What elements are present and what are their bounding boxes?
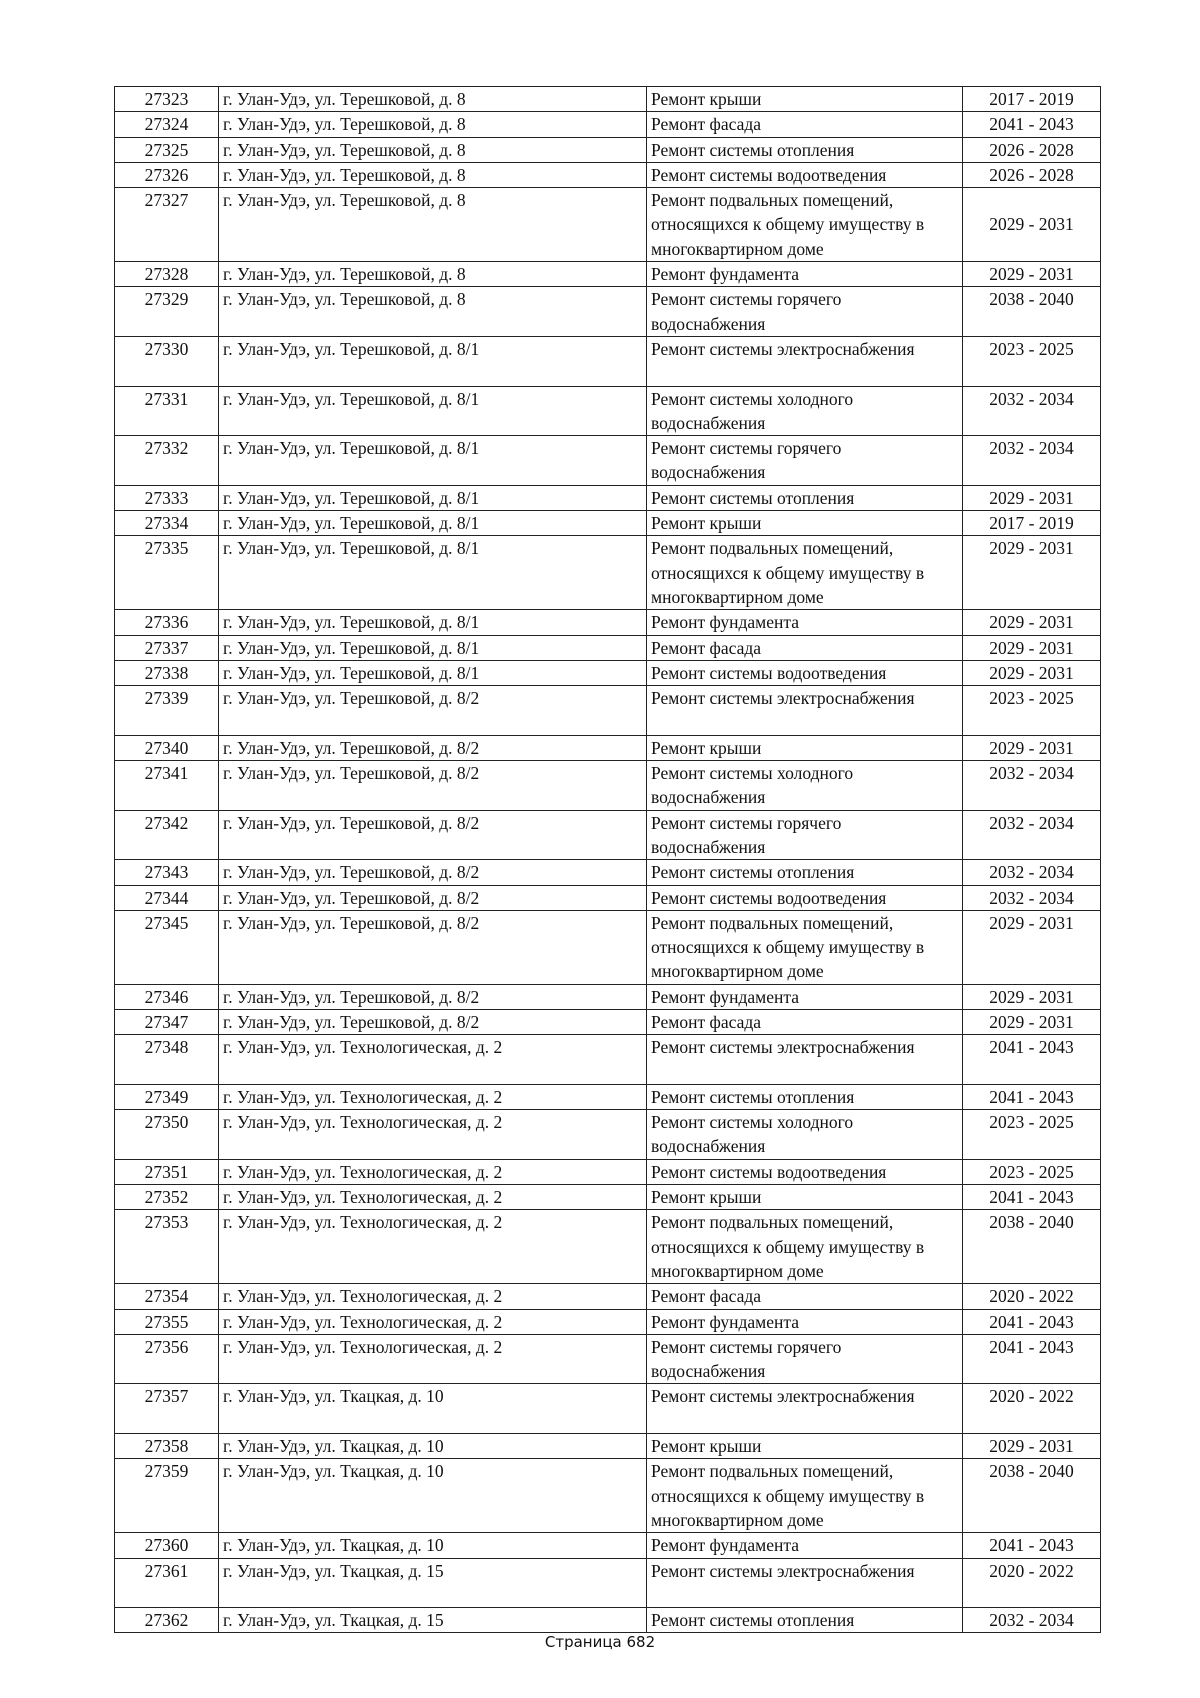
row-work-type: Ремонт системы отопления	[647, 137, 963, 162]
row-work-type: Ремонт фасада	[647, 1284, 963, 1309]
table-row	[115, 336, 1101, 386]
row-address: г. Улан-Удэ, ул. Терешковой, д. 8	[219, 188, 647, 262]
row-number: 27345	[115, 910, 219, 984]
row-address: г. Улан-Удэ, ул. Терешковой, д. 8/2	[219, 885, 647, 910]
table-row	[115, 436, 1101, 486]
row-number: 27343	[115, 860, 219, 885]
table-row	[115, 188, 1101, 262]
repair-schedule-table	[114, 86, 1101, 1633]
row-work-type: Ремонт фасада	[647, 1009, 963, 1034]
row-work-type: Ремонт системы горячего водоснабжения	[647, 1334, 963, 1384]
table-row	[115, 735, 1101, 760]
row-address: г. Улан-Удэ, ул. Терешковой, д. 8/1	[219, 386, 647, 436]
row-work-type: Ремонт системы холодного водоснабжения	[647, 761, 963, 811]
row-period: 2023 - 2025	[963, 1159, 1101, 1184]
row-period: 2029 - 2031	[963, 660, 1101, 685]
table-row	[115, 885, 1101, 910]
row-period: 2020 - 2022	[963, 1284, 1101, 1309]
row-work-type: Ремонт системы электроснабжения	[647, 1384, 963, 1434]
row-period: 2041 - 2043	[963, 112, 1101, 137]
row-address: г. Улан-Удэ, ул. Терешковой, д. 8/2	[219, 984, 647, 1009]
row-work-type: Ремонт подвальных помещений, относящихся к общему имуществу в многоквартирном доме	[647, 536, 963, 610]
row-number: 27362	[115, 1608, 219, 1633]
row-period: 2029 - 2031	[963, 910, 1101, 984]
row-work-type: Ремонт подвальных помещений, относящихся к общему имуществу в многоквартирном доме	[647, 1459, 963, 1533]
row-number: 27328	[115, 262, 219, 287]
table-row	[115, 984, 1101, 1009]
row-number: 27341	[115, 761, 219, 811]
row-period: 2029 - 2031	[963, 1434, 1101, 1459]
row-work-type: Ремонт системы отопления	[647, 485, 963, 510]
row-number: 27340	[115, 735, 219, 760]
row-number: 27335	[115, 536, 219, 610]
row-address: г. Улан-Удэ, ул. Ткацкая, д. 15	[219, 1608, 647, 1633]
row-period: 2023 - 2025	[963, 1110, 1101, 1160]
row-address: г. Улан-Удэ, ул. Терешковой, д. 8	[219, 262, 647, 287]
row-number: 27325	[115, 137, 219, 162]
row-work-type: Ремонт системы отопления	[647, 1608, 963, 1633]
row-address: г. Улан-Удэ, ул. Терешковой, д. 8	[219, 87, 647, 112]
row-period: 2017 - 2019	[963, 511, 1101, 536]
table-row	[115, 610, 1101, 635]
table-row	[115, 386, 1101, 436]
row-address: г. Улан-Удэ, ул. Терешковой, д. 8	[219, 287, 647, 337]
row-number: 27324	[115, 112, 219, 137]
row-period: 2041 - 2043	[963, 1185, 1101, 1210]
row-period: 2041 - 2043	[963, 1533, 1101, 1558]
table-row	[115, 1459, 1101, 1533]
table-row	[115, 112, 1101, 137]
row-period: 2032 - 2034	[963, 885, 1101, 910]
table-row	[115, 1185, 1101, 1210]
row-address: г. Улан-Удэ, ул. Терешковой, д. 8	[219, 112, 647, 137]
row-period: 2032 - 2034	[963, 1608, 1101, 1633]
row-work-type: Ремонт фасада	[647, 112, 963, 137]
table-row	[115, 1309, 1101, 1334]
row-number: 27352	[115, 1185, 219, 1210]
row-address: г. Улан-Удэ, ул. Терешковой, д. 8	[219, 162, 647, 187]
row-address: г. Улан-Удэ, ул. Терешковой, д. 8	[219, 137, 647, 162]
row-address: г. Улан-Удэ, ул. Терешковой, д. 8/2	[219, 735, 647, 760]
row-work-type: Ремонт системы холодного водоснабжения	[647, 386, 963, 436]
row-number: 27329	[115, 287, 219, 337]
row-number: 27337	[115, 635, 219, 660]
row-period: 2026 - 2028	[963, 137, 1101, 162]
row-number: 27338	[115, 660, 219, 685]
table-row	[115, 1558, 1101, 1608]
row-number: 27358	[115, 1434, 219, 1459]
row-period: 2020 - 2022	[963, 1384, 1101, 1434]
row-number: 27348	[115, 1035, 219, 1085]
page-number: Страница 682	[544, 1633, 656, 1651]
row-work-type: Ремонт системы отопления	[647, 1084, 963, 1109]
table-row	[115, 137, 1101, 162]
table-row	[115, 1533, 1101, 1558]
row-number: 27354	[115, 1284, 219, 1309]
row-period: 2017 - 2019	[963, 87, 1101, 112]
row-number: 27334	[115, 511, 219, 536]
row-address: г. Улан-Удэ, ул. Терешковой, д. 8/2	[219, 686, 647, 736]
row-address: г. Улан-Удэ, ул. Терешковой, д. 8/1	[219, 336, 647, 386]
row-period: 2029 - 2031	[963, 984, 1101, 1009]
row-work-type: Ремонт системы горячего водоснабжения	[647, 287, 963, 337]
row-address: г. Улан-Удэ, ул. Технологическая, д. 2	[219, 1284, 647, 1309]
row-number: 27351	[115, 1159, 219, 1184]
row-number: 27353	[115, 1210, 219, 1284]
table-row	[115, 485, 1101, 510]
row-period: 2029 - 2031	[963, 1009, 1101, 1034]
row-number: 27342	[115, 810, 219, 860]
table-row	[115, 1035, 1101, 1085]
table-row	[115, 87, 1101, 112]
row-number: 27344	[115, 885, 219, 910]
row-period: 2023 - 2025	[963, 686, 1101, 736]
row-address: г. Улан-Удэ, ул. Технологическая, д. 2	[219, 1334, 647, 1384]
table-row	[115, 910, 1101, 984]
row-number: 27349	[115, 1084, 219, 1109]
row-number: 27359	[115, 1459, 219, 1533]
row-work-type: Ремонт системы электроснабжения	[647, 336, 963, 386]
row-work-type: Ремонт крыши	[647, 87, 963, 112]
table-row	[115, 810, 1101, 860]
table-row	[115, 686, 1101, 736]
row-work-type: Ремонт фундамента	[647, 262, 963, 287]
row-number: 27330	[115, 336, 219, 386]
row-work-type: Ремонт системы водоотведения	[647, 885, 963, 910]
table-row	[115, 660, 1101, 685]
row-number: 27357	[115, 1384, 219, 1434]
row-address: г. Улан-Удэ, ул. Терешковой, д. 8/2	[219, 1009, 647, 1034]
row-address: г. Улан-Удэ, ул. Терешковой, д. 8/1	[219, 436, 647, 486]
row-address: г. Улан-Удэ, ул. Ткацкая, д. 10	[219, 1533, 647, 1558]
row-period: 2029 - 2031	[963, 610, 1101, 635]
row-number: 27331	[115, 386, 219, 436]
row-address: г. Улан-Удэ, ул. Технологическая, д. 2	[219, 1309, 647, 1334]
row-number: 27339	[115, 686, 219, 736]
row-work-type: Ремонт системы холодного водоснабжения	[647, 1110, 963, 1160]
row-work-type: Ремонт системы водоотведения	[647, 660, 963, 685]
row-address: г. Улан-Удэ, ул. Ткацкая, д. 15	[219, 1558, 647, 1608]
row-number: 27323	[115, 87, 219, 112]
table-row	[115, 1434, 1101, 1459]
row-period: 2020 - 2022	[963, 1558, 1101, 1608]
row-address: г. Улан-Удэ, ул. Терешковой, д. 8/2	[219, 860, 647, 885]
row-address: г. Улан-Удэ, ул. Технологическая, д. 2	[219, 1159, 647, 1184]
row-address: г. Улан-Удэ, ул. Технологическая, д. 2	[219, 1110, 647, 1160]
table-row	[115, 1384, 1101, 1434]
row-work-type: Ремонт системы электроснабжения	[647, 1035, 963, 1085]
row-period: 2038 - 2040	[963, 1459, 1101, 1533]
row-period: 2041 - 2043	[963, 1084, 1101, 1109]
row-work-type: Ремонт подвальных помещений, относящихся к общему имуществу в многоквартирном доме	[647, 188, 963, 262]
row-work-type: Ремонт системы горячего водоснабжения	[647, 810, 963, 860]
table-row	[115, 287, 1101, 337]
row-number: 27327	[115, 188, 219, 262]
row-number: 27356	[115, 1334, 219, 1384]
row-number: 27332	[115, 436, 219, 486]
row-period: 2032 - 2034	[963, 761, 1101, 811]
row-work-type: Ремонт фундамента	[647, 610, 963, 635]
row-address: г. Улан-Удэ, ул. Терешковой, д. 8/1	[219, 511, 647, 536]
row-work-type: Ремонт системы горячего водоснабжения	[647, 436, 963, 486]
row-work-type: Ремонт фундамента	[647, 984, 963, 1009]
row-period: 2029 - 2031	[963, 262, 1101, 287]
row-work-type: Ремонт подвальных помещений, относящихся к общему имуществу в многоквартирном доме	[647, 1210, 963, 1284]
row-number: 27355	[115, 1309, 219, 1334]
row-address: г. Улан-Удэ, ул. Терешковой, д. 8/2	[219, 761, 647, 811]
table-row	[115, 860, 1101, 885]
row-work-type: Ремонт системы водоотведения	[647, 1159, 963, 1184]
row-work-type: Ремонт системы отопления	[647, 860, 963, 885]
row-period: 2032 - 2034	[963, 810, 1101, 860]
row-address: г. Улан-Удэ, ул. Технологическая, д. 2	[219, 1210, 647, 1284]
row-number: 27326	[115, 162, 219, 187]
row-period: 2029 - 2031	[963, 536, 1101, 610]
row-period: 2023 - 2025	[963, 336, 1101, 386]
row-number: 27361	[115, 1558, 219, 1608]
row-number: 27333	[115, 485, 219, 510]
row-address: г. Улан-Удэ, ул. Терешковой, д. 8/1	[219, 610, 647, 635]
row-address: г. Улан-Удэ, ул. Терешковой, д. 8/1	[219, 536, 647, 610]
row-number: 27336	[115, 610, 219, 635]
row-period: 2029 - 2031	[963, 735, 1101, 760]
row-number: 27360	[115, 1533, 219, 1558]
table-row	[115, 162, 1101, 187]
row-address: г. Улан-Удэ, ул. Терешковой, д. 8/2	[219, 910, 647, 984]
table-row	[115, 1009, 1101, 1034]
row-work-type: Ремонт крыши	[647, 511, 963, 536]
row-work-type: Ремонт подвальных помещений, относящихся к общему имуществу в многоквартирном доме	[647, 910, 963, 984]
row-period: 2038 - 2040	[963, 287, 1101, 337]
row-period: 2029 - 2031	[963, 188, 1101, 262]
row-address: г. Улан-Удэ, ул. Ткацкая, д. 10	[219, 1384, 647, 1434]
row-address: г. Улан-Удэ, ул. Терешковой, д. 8/1	[219, 635, 647, 660]
row-period: 2029 - 2031	[963, 485, 1101, 510]
row-period: 2041 - 2043	[963, 1334, 1101, 1384]
row-address: г. Улан-Удэ, ул. Ткацкая, д. 10	[219, 1434, 647, 1459]
table-row	[115, 262, 1101, 287]
table-row	[115, 1210, 1101, 1284]
row-address: г. Улан-Удэ, ул. Технологическая, д. 2	[219, 1185, 647, 1210]
row-address: г. Улан-Удэ, ул. Терешковой, д. 8/2	[219, 810, 647, 860]
table-row	[115, 511, 1101, 536]
row-address: г. Улан-Удэ, ул. Технологическая, д. 2	[219, 1084, 647, 1109]
row-number: 27346	[115, 984, 219, 1009]
row-work-type: Ремонт фундамента	[647, 1533, 963, 1558]
row-work-type: Ремонт крыши	[647, 1434, 963, 1459]
row-address: г. Улан-Удэ, ул. Технологическая, д. 2	[219, 1035, 647, 1085]
row-period: 2041 - 2043	[963, 1035, 1101, 1085]
row-period: 2032 - 2034	[963, 436, 1101, 486]
row-work-type: Ремонт крыши	[647, 1185, 963, 1210]
table-row	[115, 1284, 1101, 1309]
row-number: 27347	[115, 1009, 219, 1034]
table-row	[115, 761, 1101, 811]
row-work-type: Ремонт системы электроснабжения	[647, 1558, 963, 1608]
row-address: г. Улан-Удэ, ул. Терешковой, д. 8/1	[219, 485, 647, 510]
row-work-type: Ремонт системы электроснабжения	[647, 686, 963, 736]
row-period: 2038 - 2040	[963, 1210, 1101, 1284]
table-row	[115, 635, 1101, 660]
row-period: 2026 - 2028	[963, 162, 1101, 187]
table-row	[115, 1110, 1101, 1160]
row-period: 2041 - 2043	[963, 1309, 1101, 1334]
table-row	[115, 1334, 1101, 1384]
table-row	[115, 536, 1101, 610]
table-row	[115, 1159, 1101, 1184]
row-address: г. Улан-Удэ, ул. Ткацкая, д. 10	[219, 1459, 647, 1533]
row-period: 2032 - 2034	[963, 860, 1101, 885]
row-work-type: Ремонт фундамента	[647, 1309, 963, 1334]
row-period: 2029 - 2031	[963, 635, 1101, 660]
table-row	[115, 1084, 1101, 1109]
row-period: 2032 - 2034	[963, 386, 1101, 436]
table-row	[115, 1608, 1101, 1633]
row-work-type: Ремонт фасада	[647, 635, 963, 660]
row-address: г. Улан-Удэ, ул. Терешковой, д. 8/1	[219, 660, 647, 685]
row-number: 27350	[115, 1110, 219, 1160]
row-work-type: Ремонт системы водоотведения	[647, 162, 963, 187]
row-work-type: Ремонт крыши	[647, 735, 963, 760]
